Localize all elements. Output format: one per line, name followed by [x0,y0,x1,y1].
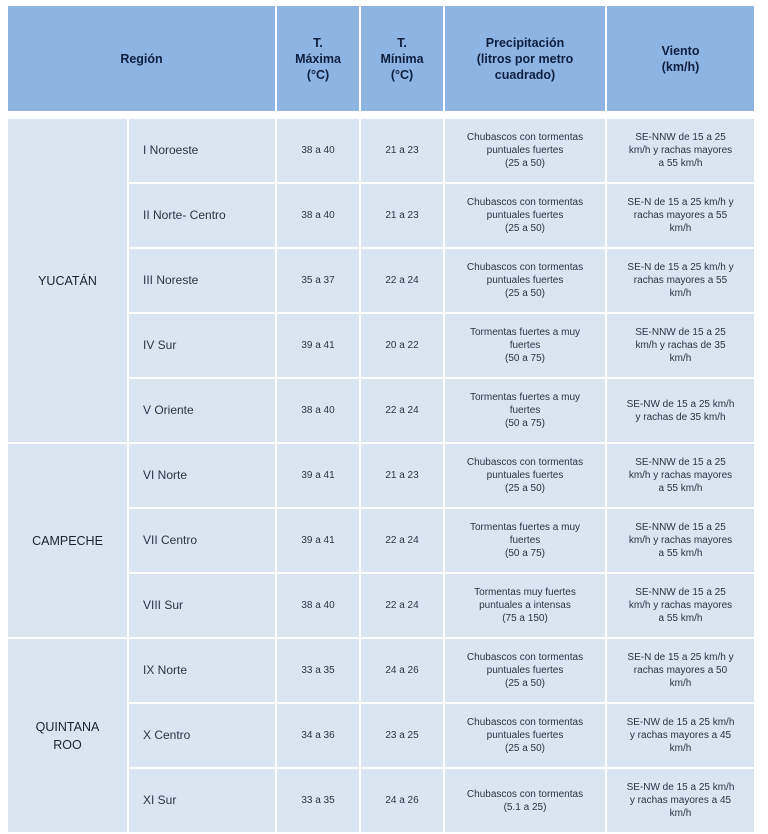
precipitation-line: Chubascos con tormentas [466,132,584,143]
wind-line: y rachas mayores a 45 [629,795,732,806]
precipitation-line: puntuales fuertes [486,665,564,676]
precipitation-line: puntuales fuertes [486,470,564,481]
tmax-cell: 38 a 40 [277,119,359,182]
wind-cell [607,314,754,377]
precipitation-cell [445,379,605,442]
tmin-cell: 22 a 24 [361,509,443,572]
wind-line: a 55 km/h [658,158,703,169]
wind-cell [607,184,754,247]
precipitation-cell [445,184,605,247]
precipitation-cell [445,704,605,767]
wind-line: km/h [669,743,692,754]
wind-line: rachas mayores a 55 [633,210,728,221]
wind-line: a 55 km/h [658,548,703,559]
wind-line: km/h [669,678,692,689]
wind-cell [607,509,754,572]
region-cell: II Norte- Centro [129,184,275,247]
region-cell: IX Norte [129,639,275,702]
precipitation-line: (5.1 a 25) [503,801,547,813]
wind-line: SE-NNW de 15 a 25 [635,587,726,598]
wind-line: SE-NNW de 15 a 25 [635,327,726,338]
tmax-cell: 35 a 37 [277,249,359,312]
precipitation-line: puntuales fuertes [486,730,564,741]
wind-line: km/h y rachas mayores [628,535,733,546]
tmax-cell: 33 a 35 [277,639,359,702]
wind-cell [607,444,754,507]
precipitation-line: puntuales fuertes [486,210,564,221]
table-row [8,639,754,702]
wind-line: a 55 km/h [658,483,703,494]
wind-line: SE-NNW de 15 a 25 [635,132,726,143]
header-tmax-line: (°C) [306,67,330,82]
region-cell: X Centro [129,704,275,767]
header-precipitation-line: Precipitación [485,35,565,50]
state-cell [8,639,127,832]
tmin-cell: 22 a 24 [361,379,443,442]
tmin-cell: 21 a 23 [361,444,443,507]
header-tmax [277,6,359,111]
tmax-cell: 39 a 41 [277,509,359,572]
wind-line: rachas mayores a 55 [633,275,728,286]
state-name-line: QUINTANA [35,719,100,734]
precipitation-line: (25 a 50) [504,483,546,494]
region-cell: VIII Sur [129,574,275,637]
header-tmin-line: (°C) [390,67,414,82]
state-name-line: CAMPECHE [32,533,103,548]
tmax-cell: 39 a 41 [277,444,359,507]
precipitation-line: fuertes [509,535,541,546]
precipitation-line: puntuales a intensas [479,600,571,611]
header-tmin-line: Mínima [380,51,424,66]
tmin-cell: 24 a 26 [361,769,443,832]
table-row [8,119,754,182]
precipitation-line: (25 a 50) [504,223,546,234]
tmin-cell: 24 a 26 [361,639,443,702]
spacer-row [8,113,754,117]
precipitation-line: (25 a 50) [504,678,546,689]
precipitation-line: (50 a 75) [504,353,546,364]
precipitation-line: Chubascos con tormentas [466,457,584,468]
tmax-cell: 38 a 40 [277,574,359,637]
wind-line: SE-N de 15 a 25 km/h y [627,197,734,208]
precipitation-line: (25 a 50) [504,743,546,754]
wind-line: km/h y rachas mayores [628,470,733,481]
precipitation-line: (75 a 150) [502,613,548,624]
precipitation-cell [445,119,605,182]
forecast-table-container [6,4,756,834]
wind-line: km/h y rachas de 35 [635,340,726,351]
precipitation-line: puntuales fuertes [486,145,564,156]
header-tmin [361,6,443,111]
header-row [8,6,754,111]
table-row [8,444,754,507]
precipitation-cell [445,249,605,312]
precipitation-cell [445,314,605,377]
precipitation-line: (50 a 75) [504,418,546,429]
table-body [8,113,754,832]
precipitation-line: Chubascos con tormentas [466,717,584,728]
state-name-line: ROO [53,737,82,752]
region-cell: VII Centro [129,509,275,572]
header-precipitation-line: (litros por metro [476,51,574,66]
wind-line: a 55 km/h [658,613,703,624]
state-name-line: YUCATÁN [38,273,97,288]
precipitation-line: Tormentas fuertes a muy [469,522,581,533]
wind-line: rachas mayores a 50 [633,665,728,676]
region-cell: III Noreste [129,249,275,312]
precipitation-line: (50 a 75) [504,548,546,559]
spacer-cell [8,113,754,117]
precipitation-cell [445,769,605,832]
wind-line: SE-NW de 15 a 25 km/h [626,717,735,728]
tmin-cell: 23 a 25 [361,704,443,767]
header-precipitation [445,6,605,111]
tmin-cell: 20 a 22 [361,314,443,377]
header-wind [607,6,754,111]
precipitation-line: Tormentas fuertes a muy [469,392,581,403]
precipitation-cell [445,509,605,572]
precipitation-cell [445,639,605,702]
header-wind-line: Viento [661,43,700,58]
header-region: Región [8,6,275,111]
header-tmax-line: T. [313,35,323,50]
tmax-cell: 33 a 35 [277,769,359,832]
forecast-table [6,4,756,834]
precipitation-line: Tormentas fuertes a muy [469,327,581,338]
region-cell: V Oriente [129,379,275,442]
state-cell [8,444,127,637]
wind-line: SE-NW de 15 a 25 km/h [626,398,735,410]
tmax-cell: 39 a 41 [277,314,359,377]
region-cell: XI Sur [129,769,275,832]
state-cell [8,119,127,442]
precipitation-line: puntuales fuertes [486,275,564,286]
tmax-cell: 38 a 40 [277,184,359,247]
precipitation-line: fuertes [509,340,541,351]
tmax-cell: 38 a 40 [277,379,359,442]
wind-cell [607,704,754,767]
header-tmax-line: Máxima [295,51,341,66]
precipitation-line: fuertes [509,405,541,416]
region-cell: VI Norte [129,444,275,507]
wind-line: SE-N de 15 a 25 km/h y [627,652,734,663]
precipitation-line: (25 a 50) [504,158,546,169]
precipitation-line: Tormentas muy fuertes [474,587,576,598]
precipitation-line: Chubascos con tormentas [466,788,584,800]
wind-cell [607,769,754,832]
wind-line: km/h y rachas mayores [628,600,733,611]
precipitation-cell [445,444,605,507]
region-cell: I Noroeste [129,119,275,182]
wind-line: y rachas de 35 km/h [635,411,726,423]
tmax-cell: 34 a 36 [277,704,359,767]
wind-line: km/h [669,808,692,819]
wind-cell [607,639,754,702]
header-precipitation-line: cuadrado) [494,67,556,82]
wind-cell [607,379,754,442]
wind-line: SE-NNW de 15 a 25 [635,522,726,533]
wind-line: SE-N de 15 a 25 km/h y [627,262,734,273]
wind-cell [607,119,754,182]
precipitation-line: Chubascos con tormentas [466,652,584,663]
precipitation-line: Chubascos con tormentas [466,262,584,273]
header-wind-line: (km/h) [661,59,700,74]
tmin-cell: 21 a 23 [361,184,443,247]
wind-line: km/h [669,353,692,364]
precipitation-cell [445,574,605,637]
tmin-cell: 22 a 24 [361,574,443,637]
precipitation-line: (25 a 50) [504,288,546,299]
wind-line: km/h [669,288,692,299]
tmin-cell: 22 a 24 [361,249,443,312]
region-cell: IV Sur [129,314,275,377]
wind-cell [607,574,754,637]
wind-line: y rachas mayores a 45 [629,730,732,741]
wind-cell [607,249,754,312]
tmin-cell: 21 a 23 [361,119,443,182]
wind-line: SE-NNW de 15 a 25 [635,457,726,468]
header-tmin-line: T. [397,35,407,50]
wind-line: SE-NW de 15 a 25 km/h [626,782,735,793]
wind-line: km/h y rachas mayores [628,145,733,156]
precipitation-line: Chubascos con tormentas [466,197,584,208]
wind-line: km/h [669,223,692,234]
